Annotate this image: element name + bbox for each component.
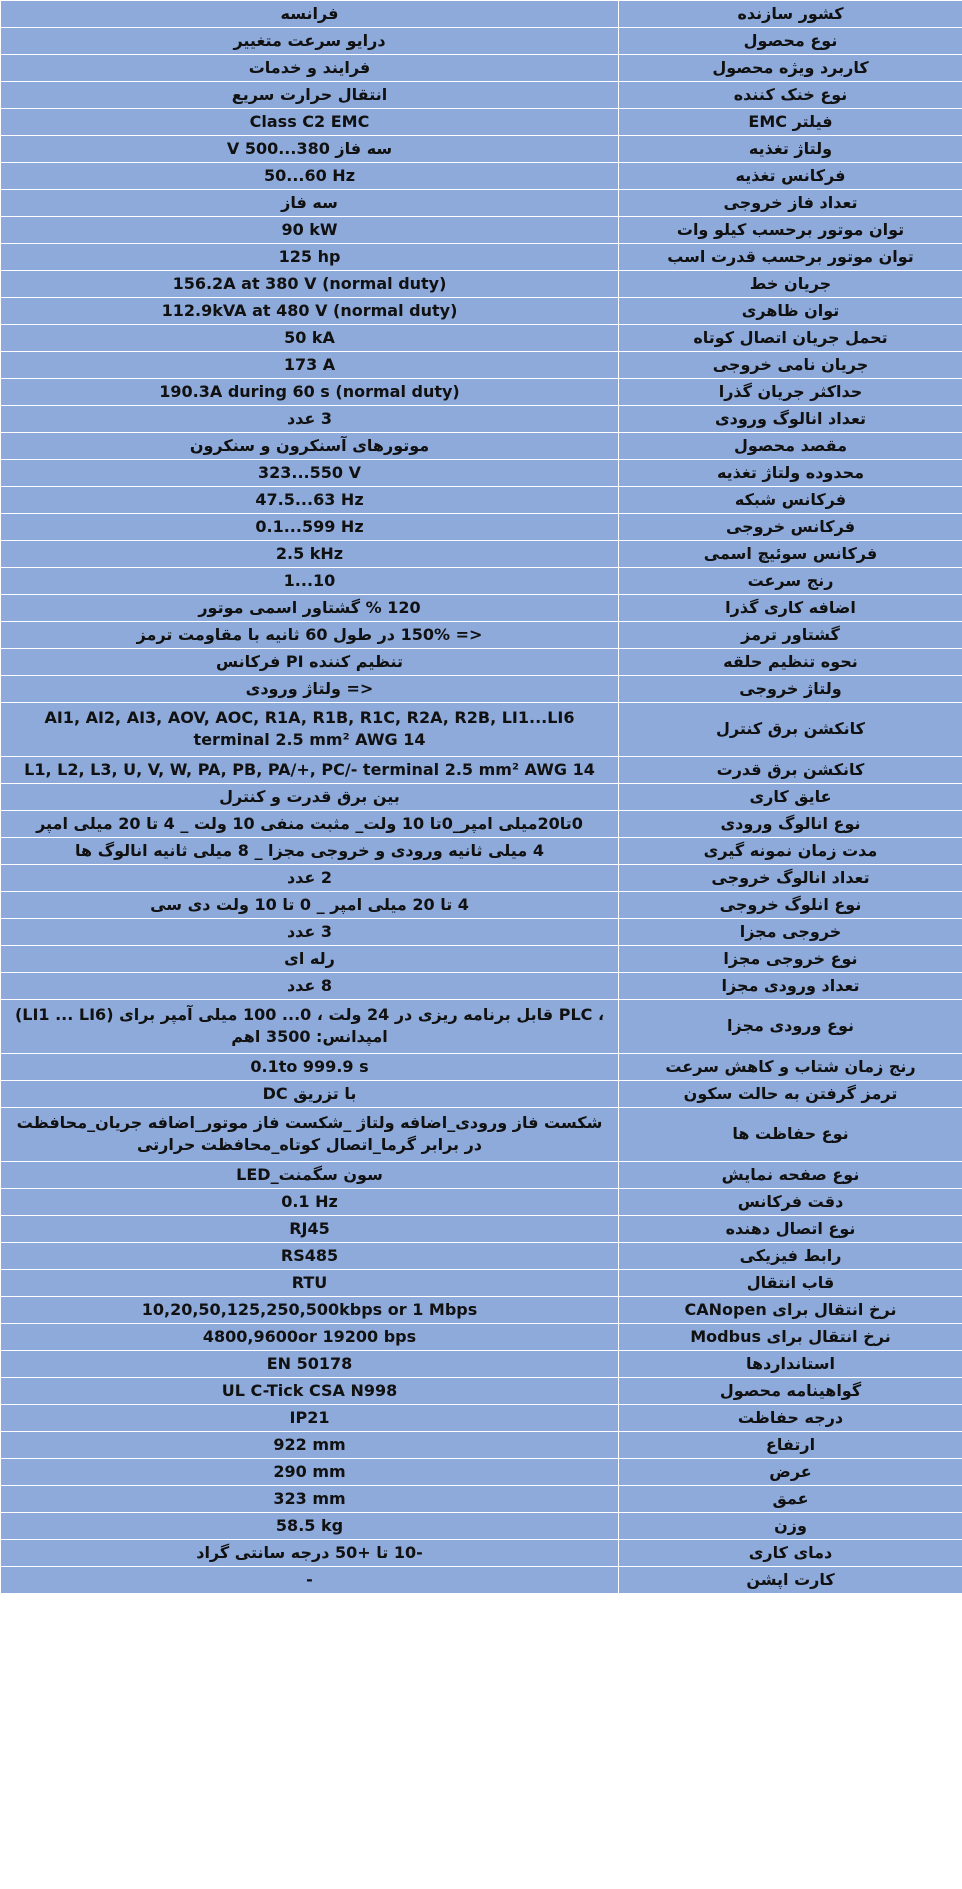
spec-row: [1, 1324, 962, 1351]
spec-value: شکست فاز ورودی_اضافه ولتاژ _شکست فاز موتور_اضافه جریان_محافظت در برابر گرما_اتصال کوتاه_محافظت حرارتی: [1, 1108, 619, 1162]
spec-label: عرض: [619, 1459, 962, 1486]
spec-label: نوع اتصال دهنده: [619, 1216, 962, 1243]
spec-row: [1, 865, 962, 892]
spec-value: 290 mm: [1, 1459, 619, 1486]
spec-label: ترمز گرفتن به حالت سکون: [619, 1081, 962, 1108]
spec-label: فرکانس تغذیه: [619, 163, 962, 190]
spec-row: [1, 1378, 962, 1405]
spec-value: 190.3A during 60 s (normal duty): [1, 379, 619, 406]
spec-value: 10,20,50,125,250,500kbps or 1 Mbps: [1, 1297, 619, 1324]
spec-label: عایق کاری: [619, 784, 962, 811]
spec-row: [1, 1567, 962, 1594]
spec-row: [1, 514, 962, 541]
spec-value: 4 میلی ثانیه ورودی و خروجی مجزا _ 8 میلی ثانیه انالوگ ها: [1, 838, 619, 865]
spec-label: مدت زمان نمونه گیری: [619, 838, 962, 865]
spec-label: قاب انتقال: [619, 1270, 962, 1297]
spec-label: نوع محصول: [619, 28, 962, 55]
spec-value: IP21: [1, 1405, 619, 1432]
spec-value: RTU: [1, 1270, 619, 1297]
spec-value: 90 kW: [1, 217, 619, 244]
spec-row: [1, 1513, 962, 1540]
spec-row: [1, 1432, 962, 1459]
spec-label: رابط فیزیکی: [619, 1243, 962, 1270]
spec-row: [1, 217, 962, 244]
spec-value: L1, L2, L3, U, V, W, PA, PB, PA/+, PC/- terminal 2.5 mm² AWG 14: [1, 757, 619, 784]
spec-row: [1, 676, 962, 703]
spec-value: 8 عدد: [1, 973, 619, 1000]
spec-label: رنج زمان شتاب و کاهش سرعت: [619, 1054, 962, 1081]
spec-value: 3 عدد: [1, 919, 619, 946]
spec-label: ولتاژ خروجی: [619, 676, 962, 703]
spec-label: توان ظاهری: [619, 298, 962, 325]
spec-label: فرکانس شبکه: [619, 487, 962, 514]
spec-label: وزن: [619, 1513, 962, 1540]
spec-row: [1, 379, 962, 406]
spec-label: رنج سرعت: [619, 568, 962, 595]
spec-value: -: [1, 1567, 619, 1594]
spec-value: 173 A: [1, 352, 619, 379]
spec-label: کانکشن برق کنترل: [619, 703, 962, 757]
spec-label: کارت اپشن: [619, 1567, 962, 1594]
spec-label: جریان نامی خروجی: [619, 352, 962, 379]
spec-row: [1, 1189, 962, 1216]
spec-value: 50...60 Hz: [1, 163, 619, 190]
spec-row: [1, 973, 962, 1000]
spec-label: دقت فرکانس: [619, 1189, 962, 1216]
spec-row: [1, 244, 962, 271]
spec-row: [1, 1216, 962, 1243]
spec-value: 0.1...599 Hz: [1, 514, 619, 541]
spec-value: 1...10: [1, 568, 619, 595]
spec-row: [1, 1405, 962, 1432]
spec-label: تحمل جریان اتصال کوتاه: [619, 325, 962, 352]
spec-row: [1, 298, 962, 325]
spec-label: نرخ انتقال برای CANopen: [619, 1297, 962, 1324]
spec-value: بین برق قدرت و کنترل: [1, 784, 619, 811]
spec-value: 0تا20میلی امپر_0تا 10 ولت_ مثبت منفی 10 ولت _ 4 تا 20 میلی امپر: [1, 811, 619, 838]
spec-row: [1, 109, 962, 136]
spec-row: [1, 595, 962, 622]
spec-row: [1, 271, 962, 298]
spec-row: [1, 568, 962, 595]
spec-label: تعداد انالوگ ورودی: [619, 406, 962, 433]
spec-label: نوع خنک کننده: [619, 82, 962, 109]
spec-row: [1, 784, 962, 811]
spec-row: [1, 28, 962, 55]
spec-row: [1, 55, 962, 82]
spec-label: کشور سازنده: [619, 1, 962, 28]
spec-row: [1, 1486, 962, 1513]
spec-label: تعداد فاز خروجی: [619, 190, 962, 217]
spec-row: [1, 325, 962, 352]
spec-row: [1, 352, 962, 379]
spec-value: 0.1to 999.9 s: [1, 1054, 619, 1081]
spec-value: 50 kA: [1, 325, 619, 352]
spec-value: 2.5 kHz: [1, 541, 619, 568]
spec-label: نوع صفحه نمایش: [619, 1162, 962, 1189]
spec-row: [1, 541, 962, 568]
spec-label: فرکانس خروجی: [619, 514, 962, 541]
spec-row: [1, 1270, 962, 1297]
spec-value: سه فاز 380...500 V: [1, 136, 619, 163]
spec-row: [1, 406, 962, 433]
spec-label: جریان خط: [619, 271, 962, 298]
spec-value: تنظیم کننده PI فرکانس: [1, 649, 619, 676]
spec-value: 120 % گشتاور اسمی موتور: [1, 595, 619, 622]
spec-label: تعداد انالوگ خروجی: [619, 865, 962, 892]
spec-label: نوع خروجی مجزا: [619, 946, 962, 973]
spec-value: 112.9kVA at 480 V (normal duty): [1, 298, 619, 325]
spec-label: استانداردها: [619, 1351, 962, 1378]
spec-row: [1, 82, 962, 109]
spec-row: [1, 892, 962, 919]
spec-value: <= 150% در طول 60 ثانیه با مقاومت ترمز: [1, 622, 619, 649]
spec-value: 47.5...63 Hz: [1, 487, 619, 514]
spec-value: EN 50178: [1, 1351, 619, 1378]
spec-value: موتورهای آسنکرون و سنکرون: [1, 433, 619, 460]
spec-row: [1, 487, 962, 514]
spec-label: نوع حفاظت ها: [619, 1108, 962, 1162]
spec-value: Class C2 EMC: [1, 109, 619, 136]
spec-value: 0.1 Hz: [1, 1189, 619, 1216]
spec-label: تعداد ورودی مجزا: [619, 973, 962, 1000]
spec-row: [1, 460, 962, 487]
spec-label: توان موتور برحسب کیلو وات: [619, 217, 962, 244]
spec-label: مقصد محصول: [619, 433, 962, 460]
spec-value: UL C-Tick CSA N998: [1, 1378, 619, 1405]
spec-label: گشتاور ترمز: [619, 622, 962, 649]
spec-label: کانکشن برق قدرت: [619, 757, 962, 784]
spec-row: [1, 838, 962, 865]
spec-label: نوع انلوگ خروجی: [619, 892, 962, 919]
spec-label: فیلتر EMC: [619, 109, 962, 136]
spec-value: درایو سرعت متغییر: [1, 28, 619, 55]
spec-row: [1, 1108, 962, 1162]
spec-value: انتقال حرارت سریع: [1, 82, 619, 109]
spec-label: ولتاژ تغذیه: [619, 136, 962, 163]
spec-row: [1, 703, 962, 757]
spec-label: گواهینامه محصول: [619, 1378, 962, 1405]
spec-row: [1, 649, 962, 676]
spec-label: خروجی مجزا: [619, 919, 962, 946]
spec-label: عمق: [619, 1486, 962, 1513]
spec-row: [1, 1243, 962, 1270]
spec-value: <= ولتاژ ورودی: [1, 676, 619, 703]
spec-value: 3 عدد: [1, 406, 619, 433]
spec-label: دمای کاری: [619, 1540, 962, 1567]
spec-row: [1, 1162, 962, 1189]
spec-label: ارتفاع: [619, 1432, 962, 1459]
spec-value: (LI1 ... LI6) قابل برنامه ریزی در 24 ولت ، 0... 100 میلی آمپر برای PLC ، امپدانس: 3500 اهم: [1, 1000, 619, 1054]
spec-row: [1, 1459, 962, 1486]
spec-value: با تزریق DC: [1, 1081, 619, 1108]
spec-label: اضافه کاری گذرا: [619, 595, 962, 622]
spec-value: سون سگمنت_LED: [1, 1162, 619, 1189]
spec-value: 323...550 V: [1, 460, 619, 487]
spec-value: RS485: [1, 1243, 619, 1270]
spec-row: [1, 163, 962, 190]
spec-value: 4800,9600or 19200 bps: [1, 1324, 619, 1351]
spec-value: فرایند و خدمات: [1, 55, 619, 82]
spec-row: [1, 811, 962, 838]
spec-value: 922 mm: [1, 1432, 619, 1459]
spec-label: محدوده ولتاژ تغذیه: [619, 460, 962, 487]
spec-value: 2 عدد: [1, 865, 619, 892]
spec-value: 323 mm: [1, 1486, 619, 1513]
spec-value: 125 hp: [1, 244, 619, 271]
spec-row: [1, 1081, 962, 1108]
spec-row: [1, 946, 962, 973]
spec-label: نوع انالوگ ورودی: [619, 811, 962, 838]
spec-row: [1, 622, 962, 649]
spec-row: [1, 757, 962, 784]
spec-value: 4 تا 20 میلی امپر _ 0 تا 10 ولت دی سی: [1, 892, 619, 919]
spec-label: درجه حفاظت: [619, 1405, 962, 1432]
spec-row: [1, 1054, 962, 1081]
spec-value: -10 تا +50 درجه سانتی گراد: [1, 1540, 619, 1567]
spec-label: کاربرد ویژه محصول: [619, 55, 962, 82]
spec-label: توان موتور برحسب قدرت اسب: [619, 244, 962, 271]
spec-label: نرخ انتقال برای Modbus: [619, 1324, 962, 1351]
spec-row: [1, 433, 962, 460]
spec-label: نحوه تنظیم حلقه: [619, 649, 962, 676]
spec-row: [1, 1, 962, 28]
spec-value: AI1, AI2, AI3, AOV, AOC, R1A, R1B, R1C, R2A, R2B, LI1...LI6 terminal 2.5 mm² AWG 14: [1, 703, 619, 757]
spec-row: [1, 919, 962, 946]
spec-value: رله ای: [1, 946, 619, 973]
spec-row: [1, 190, 962, 217]
spec-row: [1, 1297, 962, 1324]
spec-row: [1, 1000, 962, 1054]
spec-value: 156.2A at 380 V (normal duty): [1, 271, 619, 298]
spec-value: RJ45: [1, 1216, 619, 1243]
spec-label: حداکثر جریان گذرا: [619, 379, 962, 406]
spec-value: سه فاز: [1, 190, 619, 217]
spec-label: نوع ورودی مجزا: [619, 1000, 962, 1054]
spec-row: [1, 1540, 962, 1567]
spec-label: فرکانس سوئیچ اسمی: [619, 541, 962, 568]
spec-value: فرانسه: [1, 1, 619, 28]
spec-row: [1, 1351, 962, 1378]
spec-row: [1, 136, 962, 163]
spec-value: 58.5 kg: [1, 1513, 619, 1540]
specification-table-body: [1, 1, 962, 1594]
